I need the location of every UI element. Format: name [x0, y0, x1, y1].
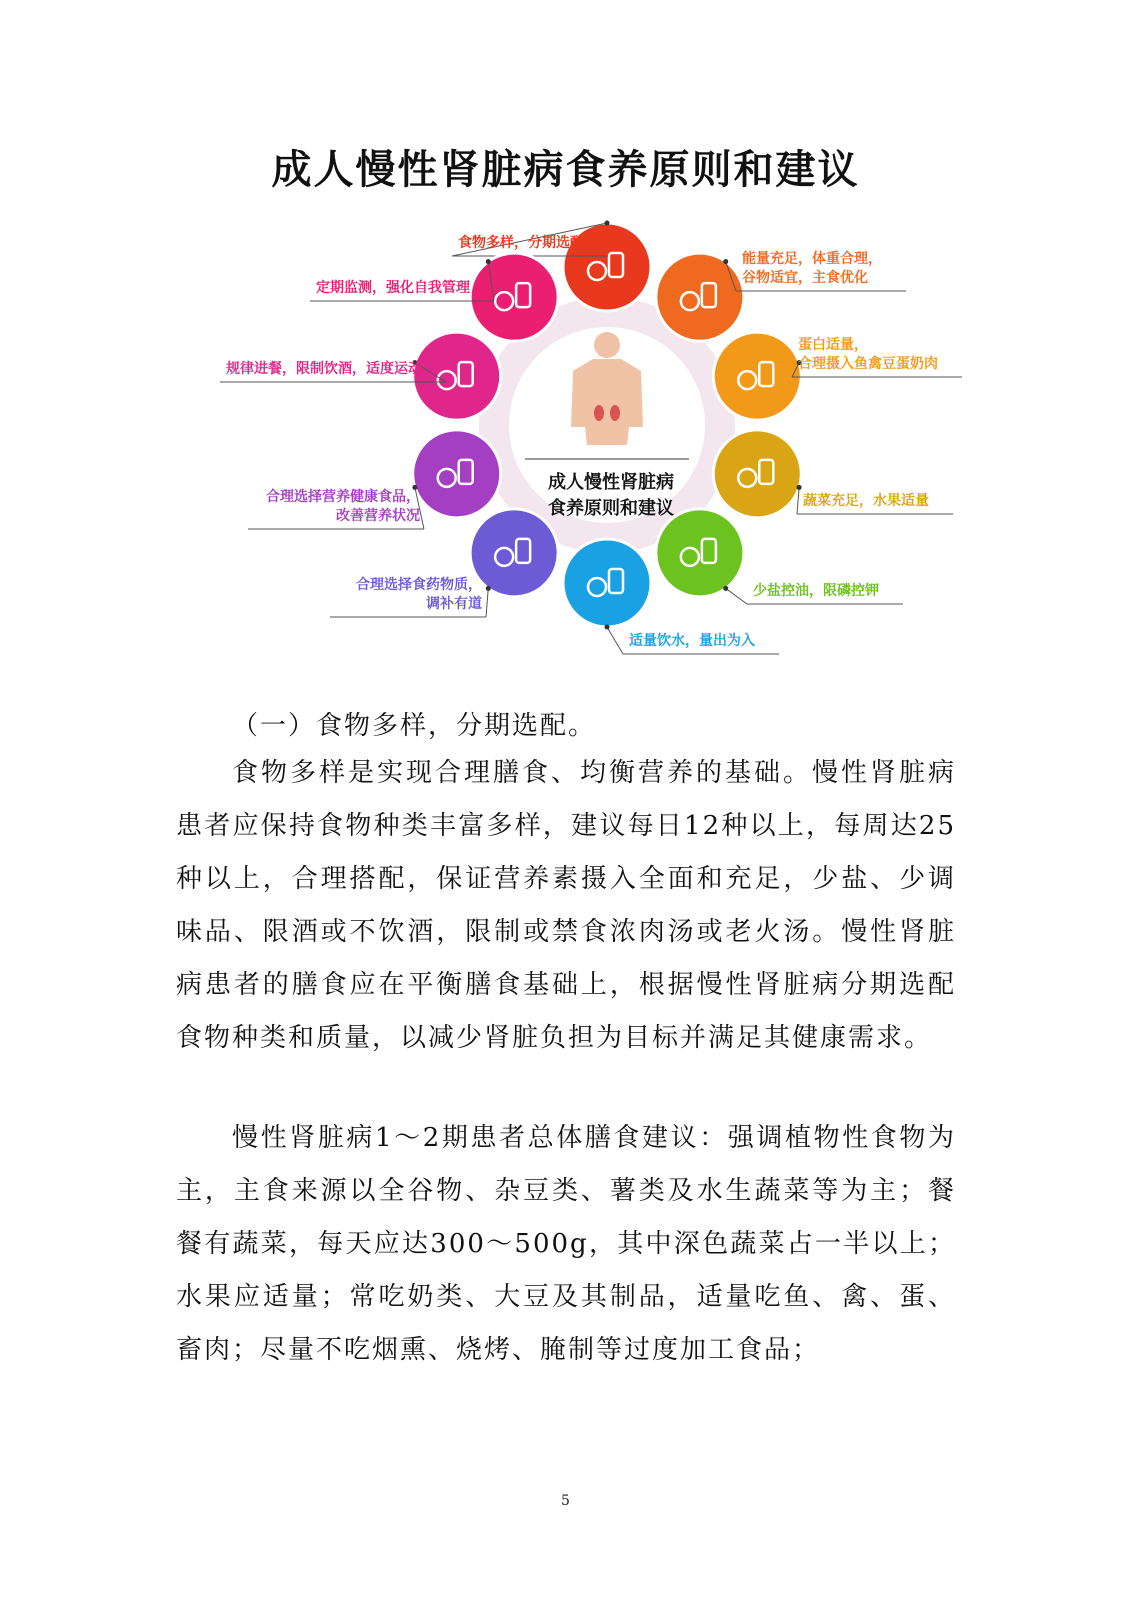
section-heading: （一）食物多样，分期选配。 [232, 711, 597, 741]
tip-dot [605, 221, 610, 226]
tip-herbal [336, 576, 482, 614]
tip-line: 适量饮水，量出为入 [629, 633, 755, 649]
tip-line: 定期监测，强化自我管理 [316, 280, 470, 296]
wheel-petal-water [563, 539, 651, 627]
page-number: 5 [561, 1493, 570, 1509]
tip-dot [486, 259, 491, 264]
tip-dot [723, 586, 728, 591]
wheel-petal-herbal [470, 509, 558, 597]
center-label-line: 食养原则和建议 [548, 498, 674, 519]
tip-line: 合理摄入鱼禽豆蛋奶肉 [798, 356, 938, 372]
infographic-wheel [0, 220, 1131, 670]
center-label [526, 470, 696, 522]
tip-energy [742, 250, 882, 288]
kidney-icon [610, 405, 620, 421]
tip-line: 合理选择食药物质， [356, 577, 482, 593]
tip-food-variety [458, 234, 584, 253]
tip-line: 合理选择营养健康食品， [266, 489, 420, 505]
tip-connector [486, 588, 488, 617]
body-paragraph: 食物多样是实现合理膳食、均衡营养的基础。慢性肾脏病患者应保持食物种类丰富多样，建议每日12种以上，每周达25种以上，合理搭配，保证营养素摄入全面和充足，少盐、少调味品、限酒或不饮酒，限制或禁食浓肉汤或老火汤。慢性肾脏病患者的膳食应在平衡膳食基础上，根据慢性肾脏病分期选配食物种类和质量，以减少肾脏负担为目标并满足其健康需求。 [176, 758, 956, 1053]
tip-protein [798, 336, 938, 374]
body-paragraph: 慢性肾脏病1～2期患者总体膳食建议：强调植物性食物为主，主食来源以全谷物、杂豆类、薯类及水生蔬菜等为主；餐餐有蔬菜，每天应达300～500g，其中深色蔬菜占一半以上；水果应适量；常吃奶类、大豆及其制品，适量吃鱼、禽、蛋、畜肉；尽量不吃烟熏、烧烤、腌制等过度加工食品； [176, 1123, 956, 1365]
wheel-petal-supplements [413, 430, 501, 518]
center-label-line: 成人慢性肾脏病 [548, 472, 674, 493]
tip-exercise [226, 360, 422, 379]
wheel-petal-exercise [413, 332, 501, 420]
tip-salt-oil [753, 582, 879, 601]
tip-dot [605, 625, 610, 630]
wheel-petal-protein [713, 332, 801, 420]
tip-dot [797, 485, 802, 490]
tip-line: 少盐控油，限磷控钾 [753, 583, 879, 599]
tip-connector [726, 588, 747, 604]
tip-line: 改善营养状况 [336, 508, 420, 524]
wheel-petal-energy [656, 253, 744, 341]
wheel-petal-vegetables [713, 430, 801, 518]
tip-monitoring [316, 279, 470, 298]
tip-dot [486, 586, 491, 591]
wheel-petal-salt-oil [656, 509, 744, 597]
tip-water [629, 632, 755, 651]
page-title: 成人慢性肾脏病食养原则和建议 [271, 147, 860, 193]
tip-line: 蔬菜充足，水果适量 [803, 493, 929, 509]
tip-supplements [254, 488, 420, 526]
tip-line: 规律进餐，限制饮酒，适度运动 [226, 361, 422, 377]
tip-dot [723, 259, 728, 264]
infographic [0, 220, 1131, 670]
wheel-petal-monitoring [470, 253, 558, 341]
tip-line: 谷物适宜，主食优化 [742, 270, 868, 286]
tip-line: 能量充足，体重合理， [742, 251, 882, 267]
tip-line: 调补有道 [426, 596, 482, 612]
tip-connector [607, 627, 623, 654]
tip-line: 蛋白适量， [798, 337, 868, 353]
tip-line: 食物多样，分期选配 [458, 235, 584, 251]
kidney-icon [594, 405, 604, 421]
tip-vegetables [803, 492, 929, 511]
